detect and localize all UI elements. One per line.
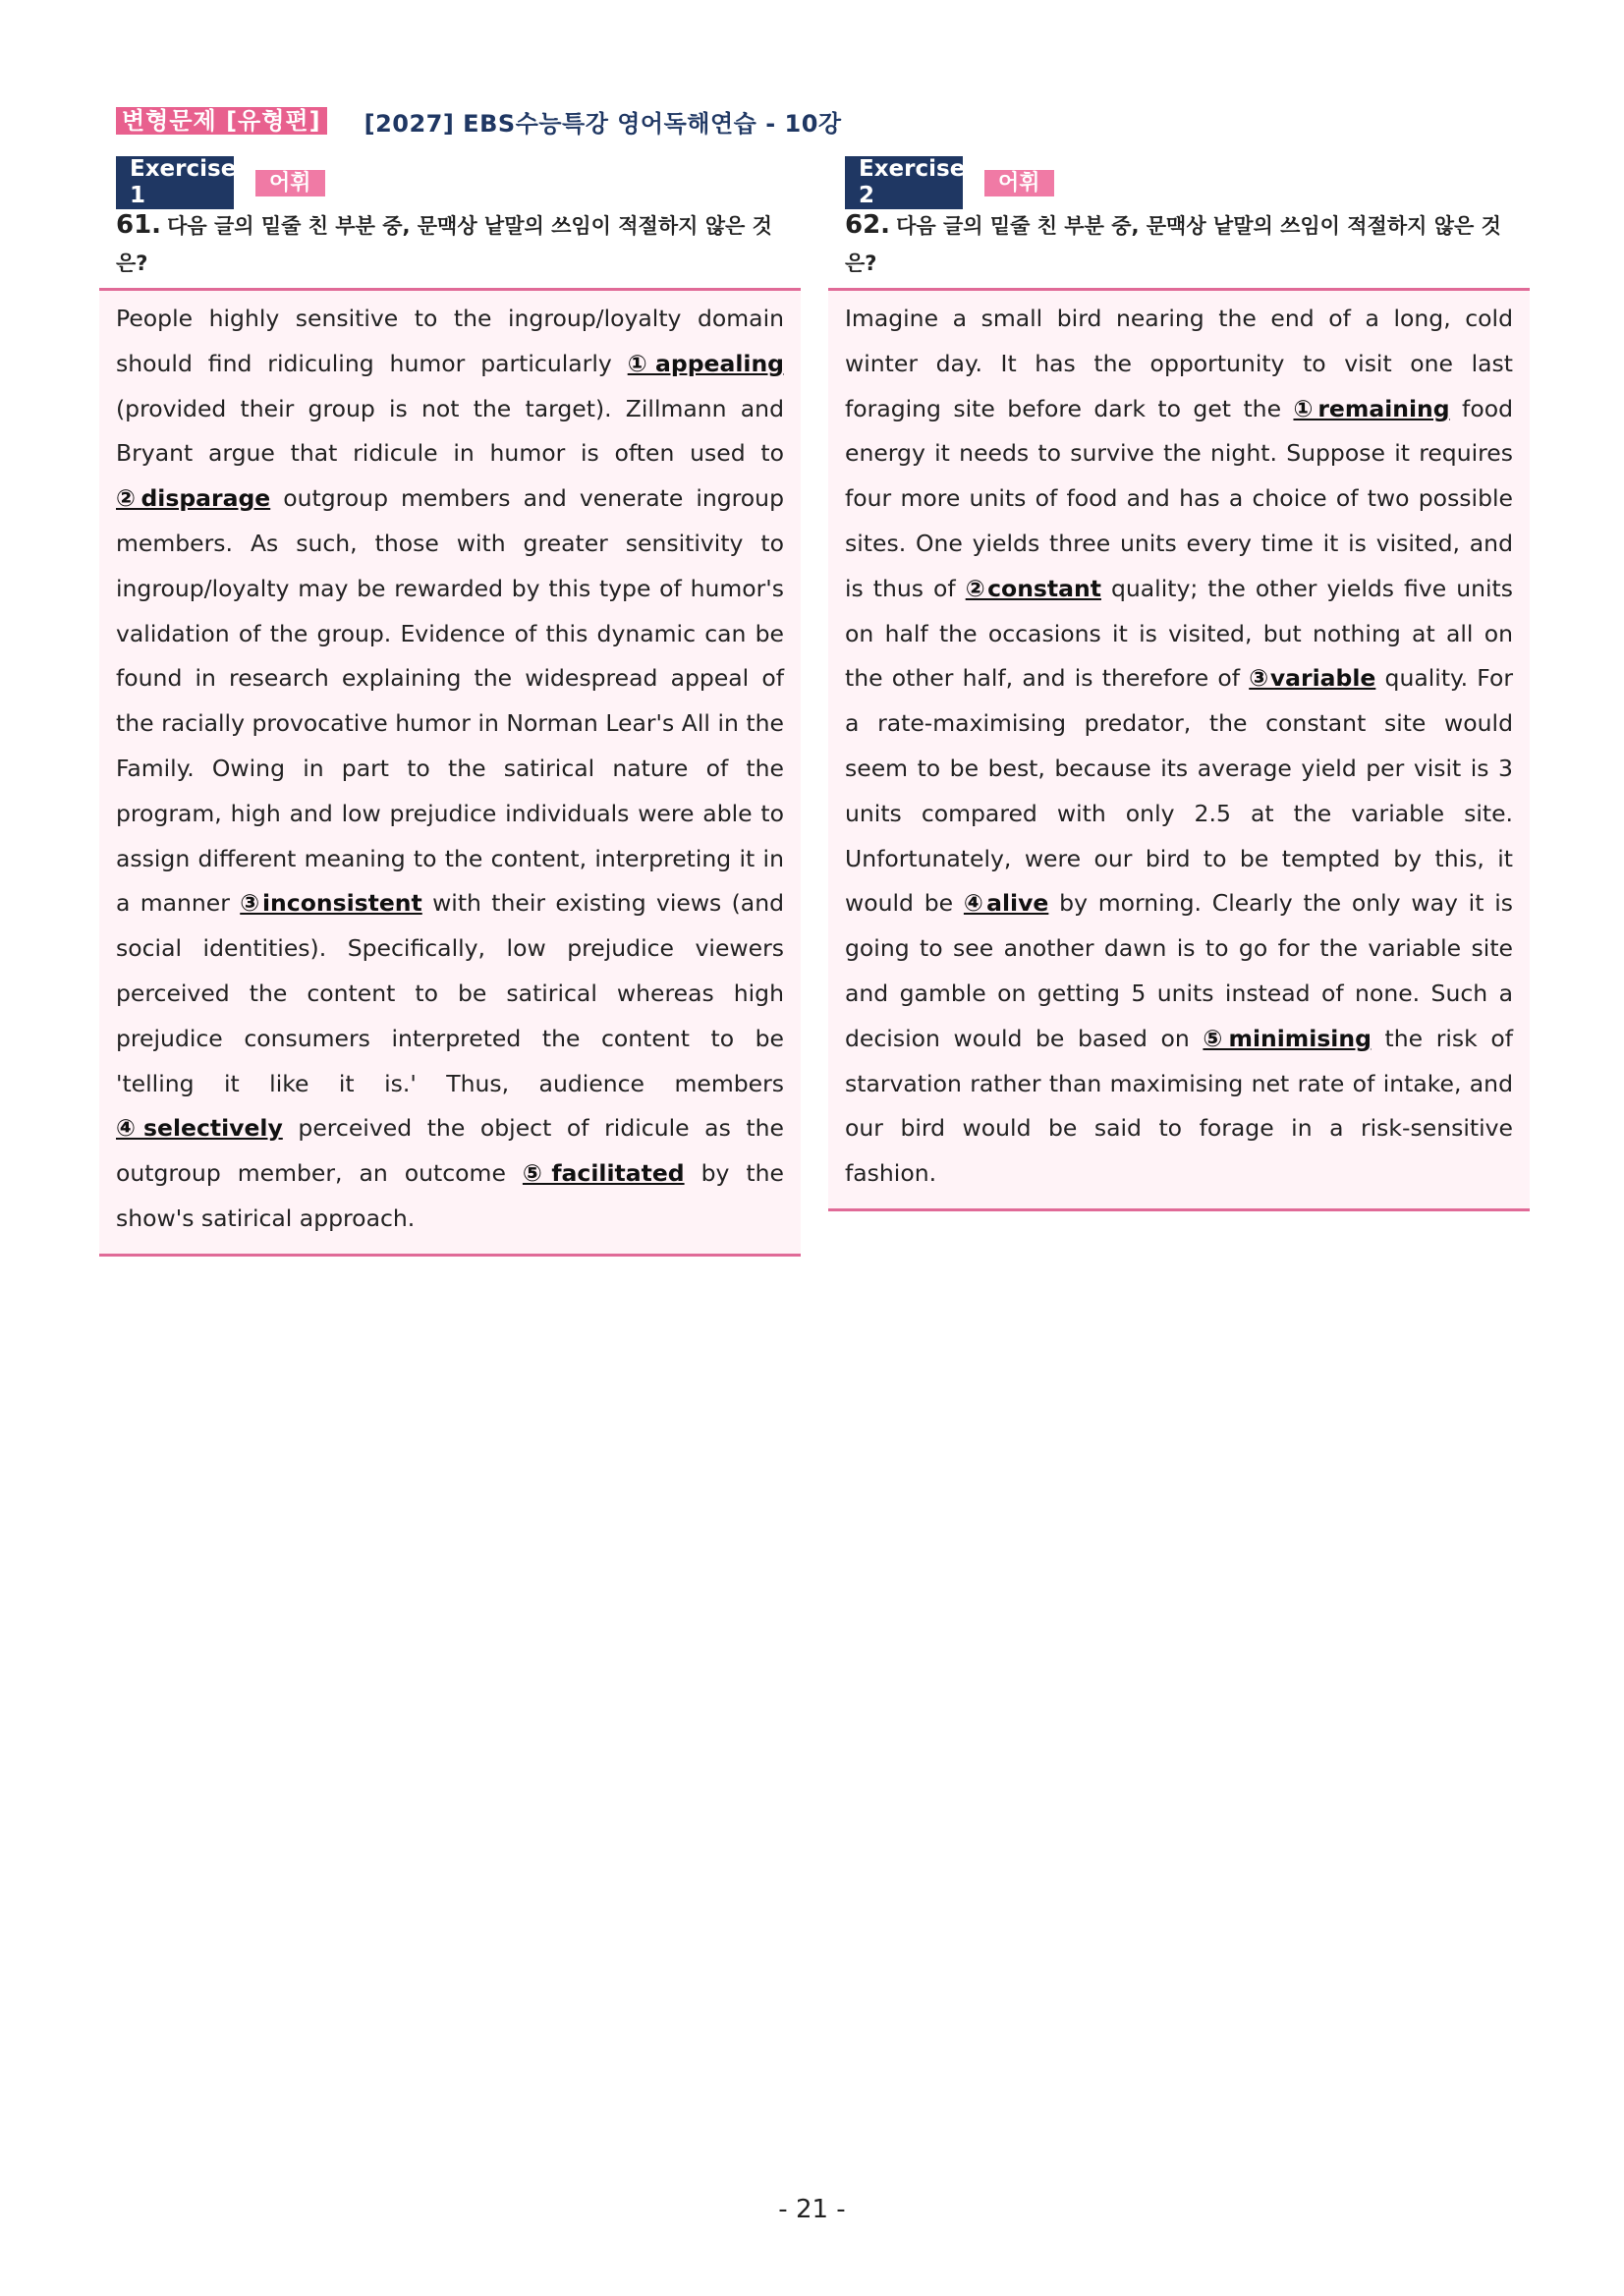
question-prompt: 다음 글의 밑줄 친 부분 중, 문맥상 낱말의 쓰임이 적절하지 않은 것은? <box>845 214 1501 275</box>
underlined-choice: ②disparage <box>116 484 271 513</box>
exercise-labels <box>116 156 801 208</box>
category-label: 어휘 <box>255 170 325 196</box>
underlined-choice: ①remaining <box>1293 394 1450 422</box>
underlined-choice: ④selectively <box>116 1114 283 1143</box>
category-label: 어휘 <box>984 170 1054 196</box>
passage-text <box>845 297 1513 1197</box>
page-header <box>116 104 842 138</box>
passage-text <box>116 297 784 1242</box>
question-number: 62. <box>845 210 891 240</box>
underlined-choice: ②constant <box>965 574 1101 602</box>
exercise-labels <box>845 156 1530 208</box>
exercise-1 <box>99 156 801 1257</box>
passage-segment: perceived the object of ridicule as the outgroup member, an outcome <box>116 1114 784 1188</box>
underlined-choice: ③variable <box>1249 664 1376 693</box>
question-prompt: 다음 글의 밑줄 친 부분 중, 문맥상 낱말의 쓰임이 적절하지 않은 것은? <box>116 214 772 275</box>
passage-box <box>99 288 801 1257</box>
passage-segment: quality. For a rate-maximising predator, the constant site would seem to be best, because its average yield per visit is 3 units compared with only 2.5 at the variable site. Unfortunately, were our bird to be tempted by this, it would be <box>845 664 1513 918</box>
passage-segment: People highly sensitive to the ingroup/loyalty domain should find ridiculing humor particularly <box>116 305 784 377</box>
passage-segment: outgroup members and venerate ingroup members. As such, those with greater sensitivity to ingroup/loyalty may be rewarded by this type of humor's validation of the group. Evidence of this dynamic can be found in research explaining the widespread appeal of the racially provocative humor in Norman Lear's All in the Family. Owing in part to the satirical nature of the program, high and low prejudice individuals were able to assign different meaning to the content, interpreting it in a manner <box>116 484 784 918</box>
passage-segment: food energy it needs to survive the night. Suppose it requires four more units of food and has a choice of two possible sites. One yields three units every time it is visited, and is thus of <box>845 394 1513 602</box>
underlined-choice: ④alive <box>963 889 1049 918</box>
exercise-label: Exercise 1 <box>116 156 234 209</box>
underlined-choice: ⑤minimising <box>1203 1024 1372 1052</box>
section-tag: 변형문제 [유형편] <box>116 107 327 135</box>
question-text <box>116 206 801 282</box>
document-title: [2027] EBS수능특강 영어독해연습 - 10강 <box>364 109 842 138</box>
passage-segment: with their existing views (and social identities). Specifically, low prejudice viewers perceived the content to be satirical whereas high prejudice consumers interpreted the content to be 'telling it like it is.' Thus, audience members <box>116 889 785 1097</box>
passage-segment: the risk of starvation rather than maximising net rate of intake, and our bird would be said to forage in a risk-sensitive fashion. <box>845 1024 1513 1188</box>
passage-segment: quality; the other yields five units on half the occasions it is visited, but nothing at all on the other half, and is therefore of <box>845 574 1513 693</box>
underlined-choice: ⑤facilitated <box>522 1159 685 1188</box>
passage-segment: Imagine a small bird nearing the end of a long, cold winter day. It has the opportunity to visit one last foraging site before dark to get the <box>845 305 1513 422</box>
exercise-label: Exercise 2 <box>845 156 963 209</box>
exercise-2 <box>828 156 1530 1211</box>
question-text <box>845 206 1530 282</box>
question-number: 61. <box>116 210 162 240</box>
passage-segment: by the show's satirical approach. <box>116 1159 784 1232</box>
passage-segment: by morning. Clearly the only way it is going to see another dawn is to go for the variable site and gamble on getting 5 units instead of none. Such a decision would be based on <box>845 889 1513 1052</box>
passage-segment: (provided their group is not the target). Zillmann and Bryant argue that ridicule in humor is often used to <box>116 394 784 468</box>
passage-box <box>828 288 1530 1211</box>
page-number: - 21 - <box>778 2195 846 2224</box>
underlined-choice: ③inconsistent <box>240 889 422 918</box>
underlined-choice: ①appealing <box>627 349 784 377</box>
